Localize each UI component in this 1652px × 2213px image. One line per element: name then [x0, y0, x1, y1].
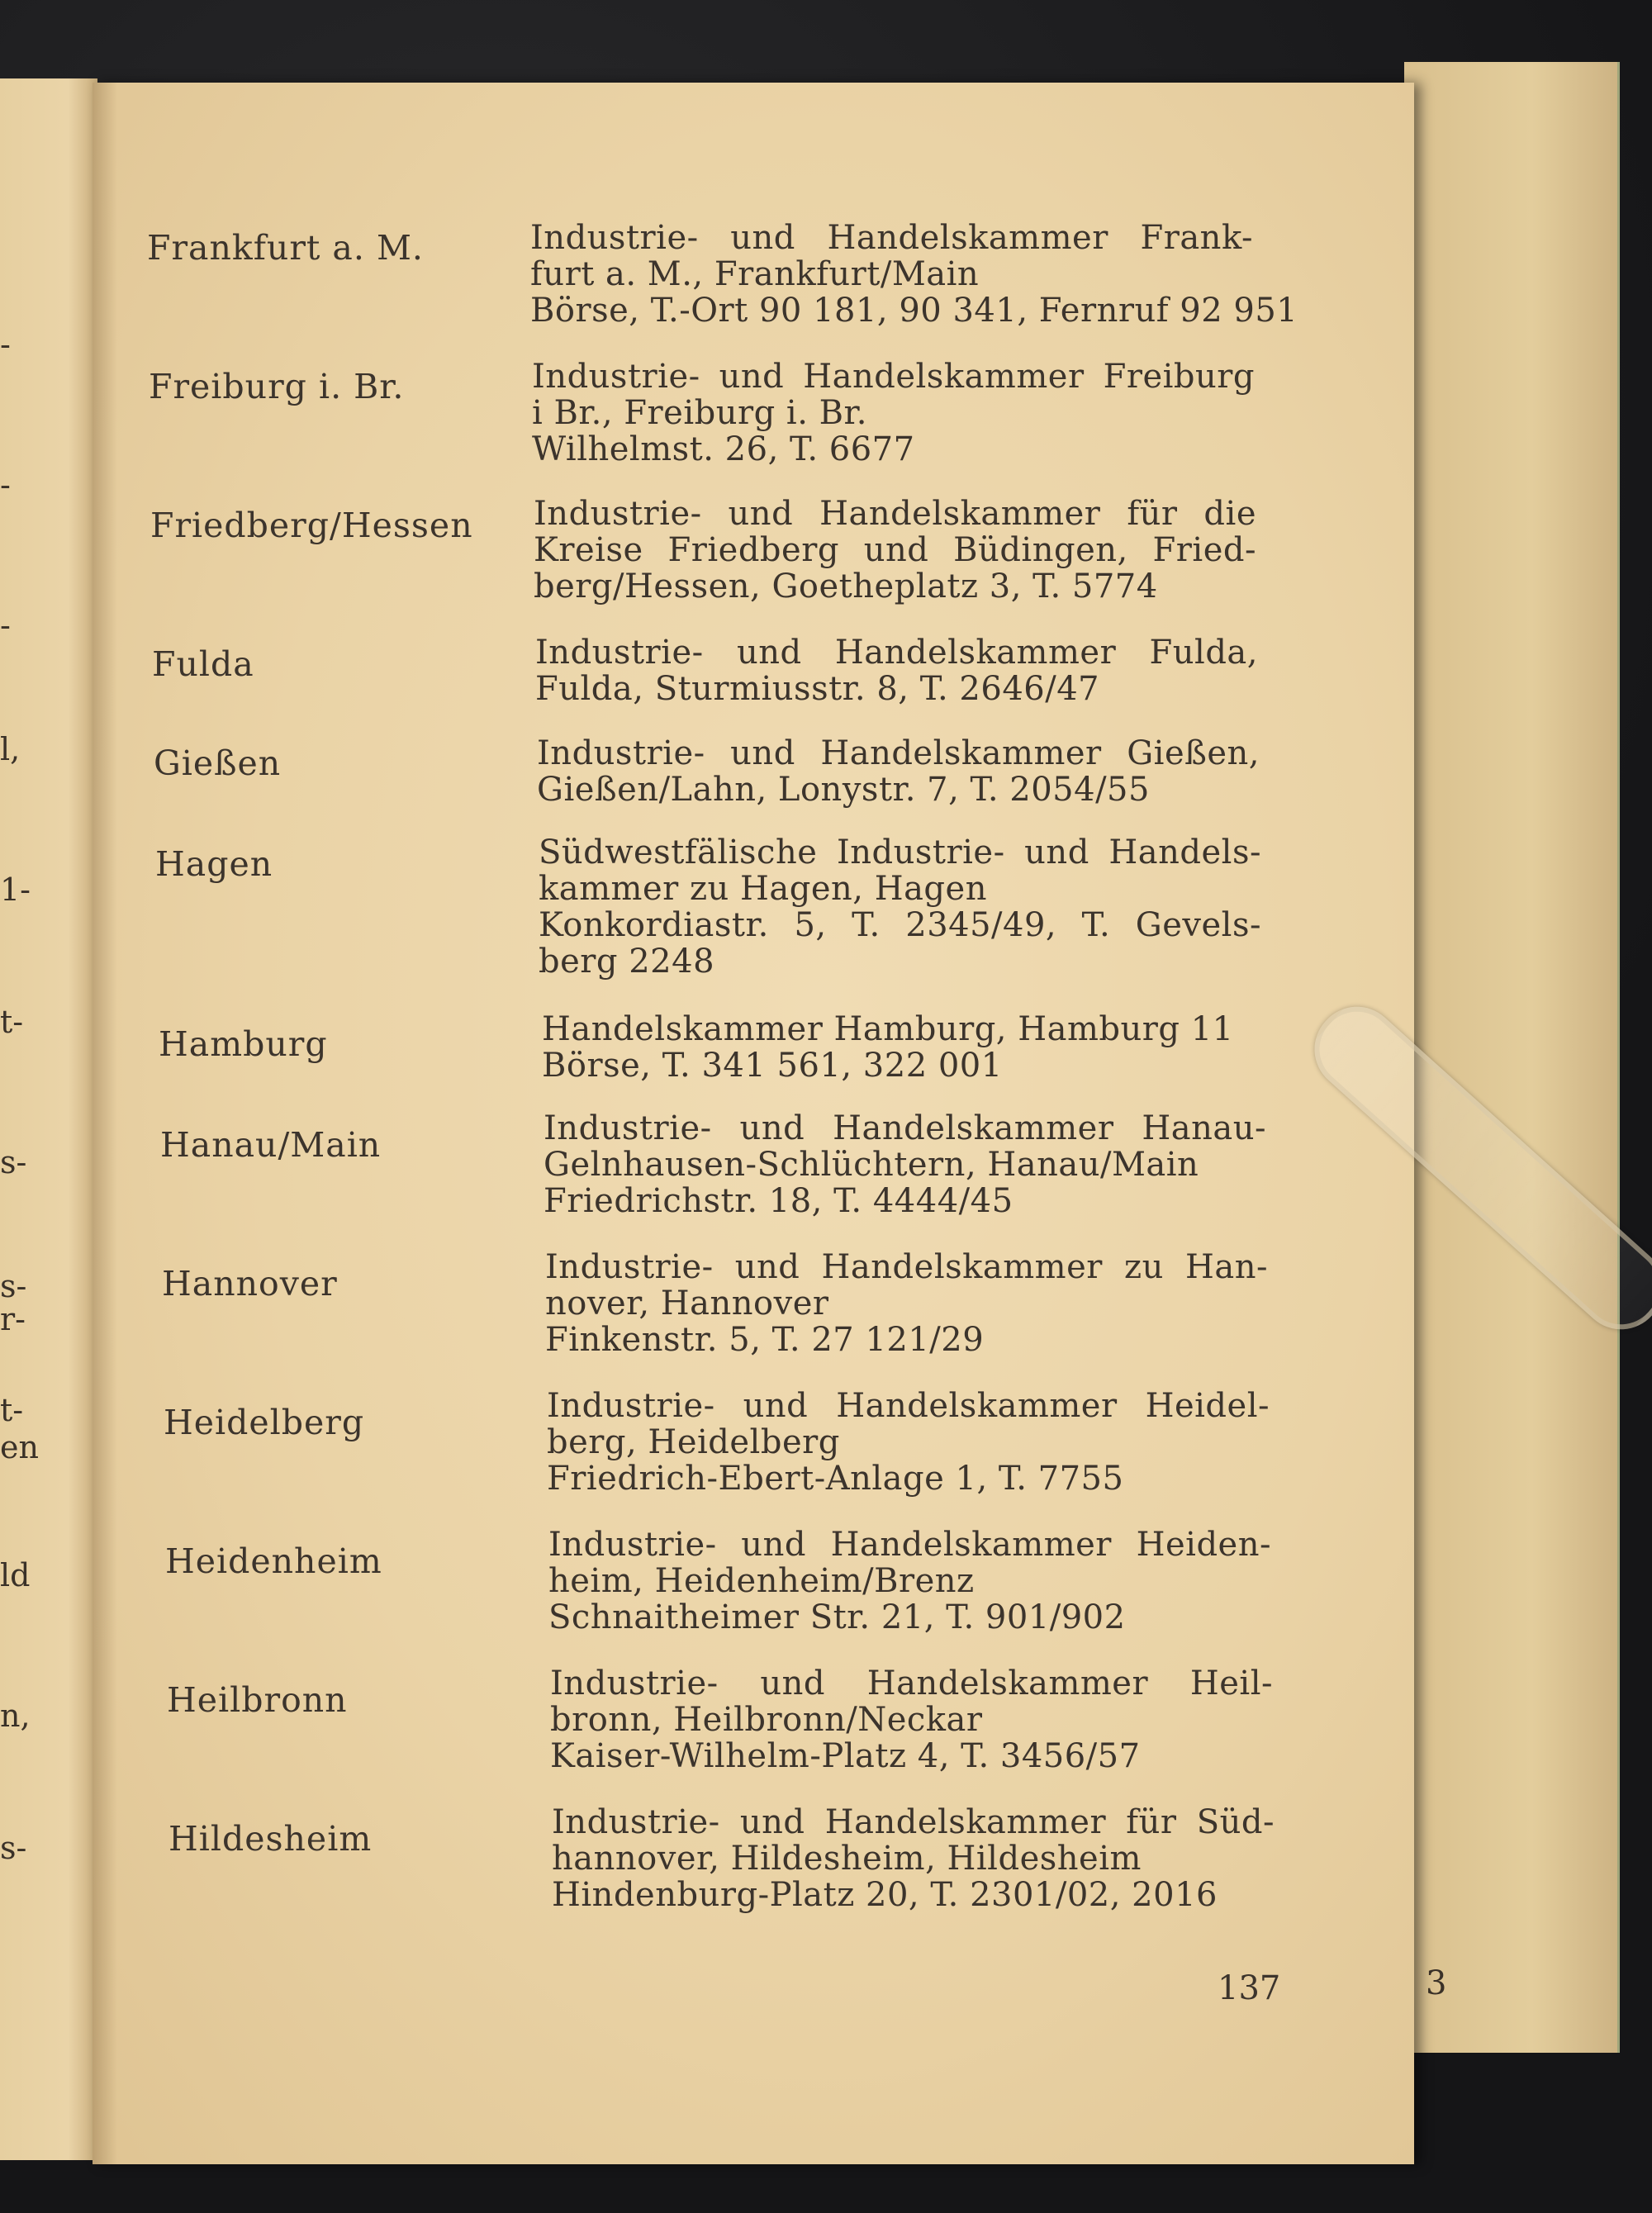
city-name: Heidelberg — [164, 1403, 365, 1442]
left-page-fragment: s- — [0, 1144, 27, 1180]
page-gutter-shadow — [93, 83, 117, 2164]
chamber-address — [530, 219, 1298, 330]
address-line: Fulda, Sturmiusstr. 8, T. 2646/47 — [535, 670, 1100, 708]
address-line: Börse, T. 341 561, 322 001 — [542, 1047, 1003, 1085]
chamber-address — [548, 1527, 1271, 1636]
left-page-fragment: t- — [0, 1392, 24, 1428]
address-line: Schnaitheimer Str. 21, T. 901/902 — [548, 1598, 1126, 1636]
city-name: Gießen — [154, 743, 282, 783]
chamber-address — [535, 634, 1258, 707]
left-page-fragment: t- — [0, 1004, 24, 1040]
address-line: Südwestfälische Industrie- und Handels- — [539, 833, 1261, 871]
left-page-fragment: s- — [0, 1268, 27, 1304]
next-page-fragment: 3 — [1426, 1964, 1447, 2002]
city-name: Hagen — [155, 844, 273, 884]
address-line: berg/Hessen, Goetheplatz 3, T. 5774 — [534, 567, 1158, 605]
chamber-address — [537, 735, 1260, 808]
address-line: hannover, Hildesheim, Hildesheim — [552, 1840, 1142, 1878]
address-line: Hindenburg-Platz 20, T. 2301/02, 2016 — [552, 1876, 1218, 1914]
page-number: 137 — [1218, 1969, 1281, 2007]
address-line: Industrie- und Handelskammer zu Han- — [545, 1248, 1268, 1286]
address-line: Gelnhausen-Schlüchtern, Hanau/Main — [544, 1146, 1199, 1184]
left-page-fragment: n, — [0, 1698, 31, 1734]
address-line: berg 2248 — [539, 943, 715, 981]
address-line: furt a. M., Frankfurt/Main — [530, 255, 980, 293]
left-page-fragment: ld — [0, 1557, 31, 1593]
address-line: Wilhelmst. 26, T. 6677 — [532, 430, 915, 468]
next-page-edge — [1404, 62, 1620, 2053]
left-page-fragment: - — [0, 326, 11, 363]
city-name: Freiburg i. Br. — [149, 367, 405, 406]
city-name: Friedberg/Hessen — [150, 506, 473, 545]
chamber-address — [544, 1110, 1266, 1219]
address-line: Kreise Friedberg und Büdingen, Fried- — [534, 531, 1256, 569]
city-name: Hamburg — [159, 1024, 328, 1064]
address-line: Industrie- und Handelskammer Heiden- — [548, 1526, 1271, 1564]
address-line: Kaiser-Wilhelm-Platz 4, T. 3456/57 — [550, 1737, 1141, 1775]
address-line: bronn, Heilbronn/Neckar — [550, 1701, 983, 1739]
address-line: Handelskammer Hamburg, Hamburg 11 — [542, 1010, 1234, 1048]
address-line: Industrie- und Handelskammer Freiburg — [532, 358, 1255, 396]
city-name: Heilbronn — [167, 1680, 348, 1720]
chamber-address — [539, 834, 1261, 980]
address-line: Industrie- und Handelskammer Heil- — [550, 1664, 1273, 1702]
chamber-address — [552, 1804, 1275, 1913]
address-line: Industrie- und Handelskammer Frank- — [530, 219, 1253, 257]
city-name: Frankfurt a. M. — [147, 228, 424, 268]
left-page-fragment: r- — [0, 1301, 26, 1337]
left-page-fragment: - — [0, 467, 11, 503]
left-page-fragment: en — [0, 1429, 39, 1465]
left-page-fragment: l, — [0, 731, 21, 767]
address-line: Gießen/Lahn, Lonystr. 7, T. 2054/55 — [537, 771, 1150, 809]
address-line: Industrie- und Handelskammer Gießen, — [537, 734, 1260, 772]
address-line: i Br., Freiburg i. Br. — [532, 394, 867, 432]
address-line: nover, Hannover — [545, 1285, 829, 1323]
address-line: Industrie- und Handelskammer für die — [534, 495, 1256, 533]
address-line: Industrie- und Handelskammer Heidel- — [547, 1387, 1270, 1425]
city-name: Fulda — [152, 644, 254, 684]
address-line: Friedrichstr. 18, T. 4444/45 — [544, 1182, 1014, 1220]
address-line: Industrie- und Handelskammer Fulda, — [535, 634, 1258, 672]
city-name: Hanau/Main — [160, 1125, 382, 1165]
address-line: Börse, T.-Ort 90 181, 90 341, Fernruf 92 951 — [530, 292, 1298, 330]
chamber-address — [550, 1665, 1273, 1774]
previous-page-edge — [0, 78, 97, 2160]
address-line: Finkenstr. 5, T. 27 121/29 — [545, 1321, 985, 1359]
address-line: Industrie- und Handelskammer Hanau- — [544, 1109, 1266, 1147]
chamber-address — [547, 1388, 1270, 1497]
address-line: berg, Heidelberg — [547, 1423, 840, 1461]
book-page — [93, 83, 1414, 2164]
address-line: Friedrich-Ebert-Anlage 1, T. 7755 — [547, 1460, 1124, 1498]
left-page-fragment: 1- — [0, 871, 31, 908]
address-line: Konkordiastr. 5, T. 2345/49, T. Gevels- — [539, 906, 1261, 944]
chamber-address — [545, 1249, 1268, 1358]
chamber-address — [532, 359, 1255, 468]
chamber-address — [534, 496, 1256, 605]
city-name: Hildesheim — [169, 1819, 373, 1859]
city-name: Hannover — [162, 1264, 338, 1304]
address-line: Industrie- und Handelskammer für Süd- — [552, 1803, 1275, 1841]
city-name: Heidenheim — [165, 1541, 382, 1581]
left-page-fragment: - — [0, 607, 11, 643]
chamber-address — [542, 1011, 1265, 1084]
left-page-fragment: s- — [0, 1830, 27, 1866]
address-line: heim, Heidenheim/Brenz — [548, 1562, 975, 1600]
address-line: kammer zu Hagen, Hagen — [539, 870, 987, 908]
